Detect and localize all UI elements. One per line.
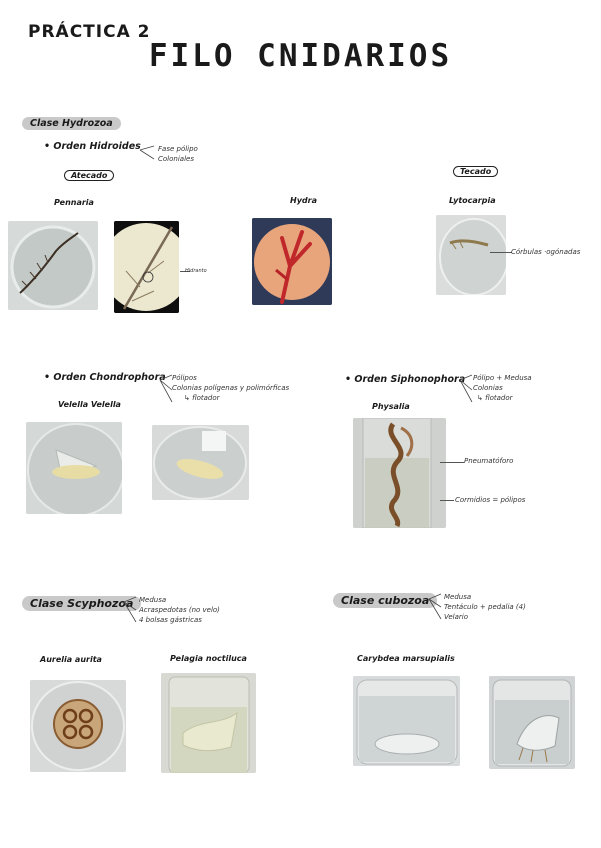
class-cubozoa-badge: Clase cubozoa xyxy=(333,593,437,608)
pennaria-dish-photo xyxy=(8,221,98,310)
annotation-corbulas: Córbulas ·ogónadas xyxy=(511,248,581,256)
bracket-arrows xyxy=(122,594,138,626)
velella-photo-2 xyxy=(152,425,249,500)
pointer-line xyxy=(490,252,512,253)
scyphozoa-notes xyxy=(139,595,220,625)
class-hydrozoa-badge: Clase Hydrozoa xyxy=(22,117,121,130)
note-colonias-poligenas: Colonias polígenas y polimórficas xyxy=(172,384,290,392)
order-hidroides: • Orden Hidroides xyxy=(44,141,141,152)
note-polipos: Pólipos xyxy=(172,374,197,382)
note-colonias: Colonias xyxy=(473,384,503,392)
label-aurelia: Aurelia aurita xyxy=(40,655,102,664)
bracket-arrows xyxy=(138,143,158,163)
practice-number: PRÁCTICA 2 xyxy=(28,22,151,42)
page-title: FILO CNIDARIOS xyxy=(148,38,453,74)
siphonophora-notes xyxy=(473,373,532,403)
cubozoa-notes xyxy=(444,592,526,622)
note-medusa: Medusa xyxy=(139,596,167,604)
annotation-cormidios: Cormidios = pólipos xyxy=(455,496,526,504)
note-flotador: ↳ flotador xyxy=(184,394,220,402)
label-carybdea: Carybdea marsupialis xyxy=(357,654,455,663)
bracket-arrows xyxy=(458,372,474,406)
chondrophora-notes xyxy=(172,373,289,403)
note-tentaculo-pedalia: Tentáculo + pedalia (4) xyxy=(444,603,526,611)
note-medusa: Medusa xyxy=(444,593,472,601)
bracket-arrows xyxy=(427,591,443,623)
physalia-photo xyxy=(353,418,446,528)
aurelia-photo xyxy=(30,680,126,772)
label-velella: Velella Velella xyxy=(58,400,121,409)
hidroides-notes xyxy=(158,144,198,164)
note-fase-polipo: Fase pólipo xyxy=(158,145,198,153)
pennaria-microscope-photo xyxy=(114,221,179,313)
label-pennaria: Pennaria xyxy=(54,198,94,207)
note-bolsas-gastricas: 4 bolsas gástricas xyxy=(139,616,202,624)
note-velario: Velario xyxy=(444,613,469,621)
pointer-line xyxy=(440,500,454,501)
lytocarpia-photo xyxy=(436,215,506,295)
hydra-photo xyxy=(252,218,332,305)
annotation-hidranto: Hidranto xyxy=(185,268,207,274)
tecado-badge: Tecado xyxy=(453,166,498,177)
annotation-pneumatoforo: Pneumatóforo xyxy=(464,457,514,465)
note-flotador: ↳ flotador xyxy=(477,394,513,402)
pelagia-photo xyxy=(161,673,256,773)
label-physalia: Physalia xyxy=(372,402,410,411)
carybdea-photo-2 xyxy=(489,676,575,769)
note-polipo-medusa: Pólipo + Medusa xyxy=(473,374,532,382)
label-hydra: Hydra xyxy=(290,196,317,205)
label-lytocarpia: Lytocarpia xyxy=(449,196,496,205)
note-acraspedotas: Acraspedotas (no velo) xyxy=(139,606,220,614)
atecado-badge: Atecado xyxy=(64,170,114,181)
velella-photo-1 xyxy=(26,422,122,514)
class-scyphozoa-badge: Clase Scyphozoa xyxy=(22,596,141,611)
pointer-line xyxy=(440,462,464,463)
order-chondrophora: • Orden Chondrophora xyxy=(44,372,166,383)
note-coloniales: Coloniales xyxy=(158,155,194,163)
label-pelagia: Pelagia noctiluca xyxy=(170,654,247,663)
order-siphonophora: • Orden Siphonophora xyxy=(345,374,466,385)
carybdea-photo-1 xyxy=(353,676,460,766)
